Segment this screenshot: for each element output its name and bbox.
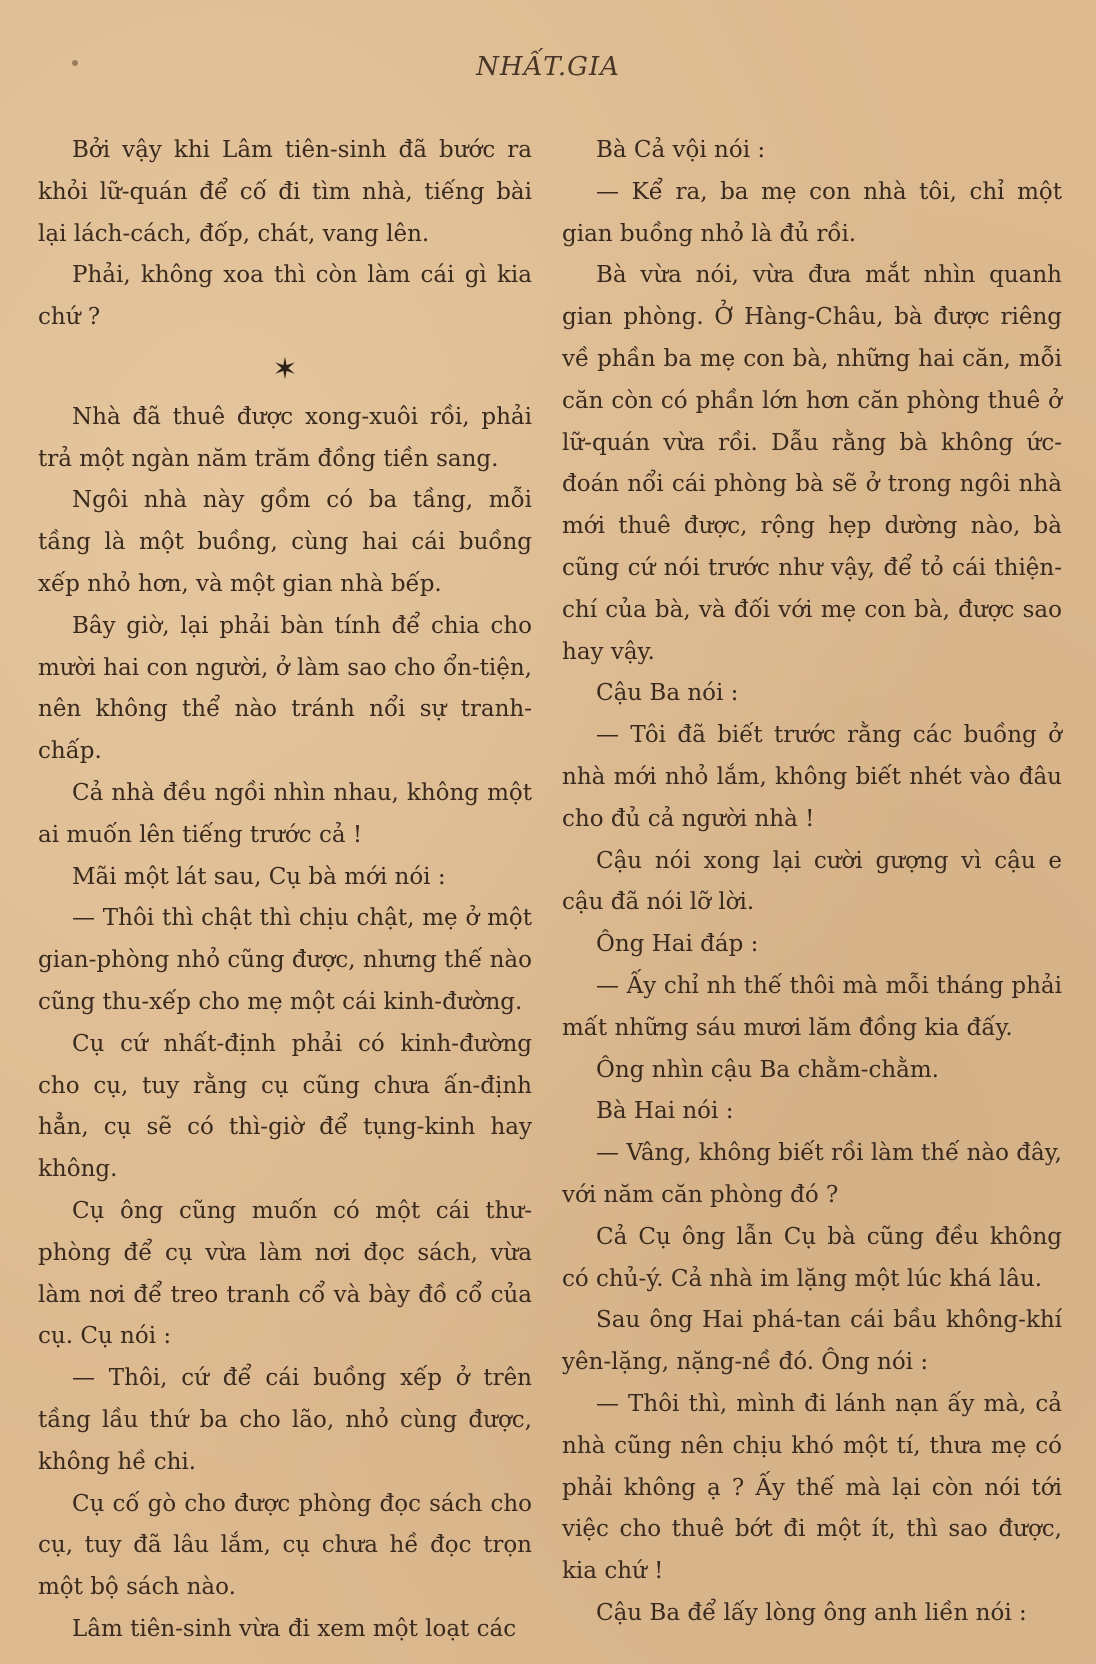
paragraph: Mãi một lát sau, Cụ bà mới nói : [72,863,446,890]
paragraph: Ông nhìn cậu Ba chằm-chằm. [596,1056,939,1083]
paragraph: Bây giờ, lại phải bàn tính để chia cho mười hai con người, ở làm sao cho ổn-tiện, nên không thể nào tránh nổi sự tranh-chấp. [38,612,532,765]
paragraph: Bởi vậy khi Lâm tiên-sinh đã bước ra khỏi lữ-quán để cố đi tìm nhà, tiếng bài lại lách-cách, đốp, chát, vang lên. [38,137,532,247]
paragraph: Ông Hai đáp : [596,931,759,958]
paragraph: Bà vừa nói, vừa đưa mắt nhìn quanh gian phòng. Ở Hàng-Châu, bà được riêng về phần ba mẹ con bà, những hai căn, mỗi căn còn có phần lớn hơn căn phòng thuê ở lữ-quán vừa rồi. Dẫu rằng bà không ức-đoán nổi cái phòng bà sẽ ở trong ngôi nhà mới thuê được, rộng hẹp dường nào, bà cũng cứ nói trước như vậy, để tỏ cái thiện-chí của bà, và đối với mẹ con bà, được sao hay vậy. [562,262,1062,665]
paragraph: Cụ cố gò cho được phòng đọc sách cho cụ, tuy đã lâu lắm, cụ chưa hề đọc trọn một bộ sách nào. [38,1490,532,1601]
paragraph: Cụ ông cũng muốn có một cái thư-phòng để cụ vừa làm nơi đọc sách, vừa làm nơi để treo tranh cổ và bày đồ cổ của cụ. Cụ nói : [38,1197,532,1350]
right-column [562,130,1062,1635]
paragraph: — Thôi thì, mình đi lánh nạn ấy mà, cả nhà cũng nên chịu khó một tí, thưa mẹ có phải không ạ ? Ấy thế mà lại còn nói tới việc cho thuê bớt đi một ít, thì sao được, kia chứ ! [562,1390,1062,1585]
paragraph: Bà Cả vội nói : [596,137,766,163]
paragraph: — Thôi thì chật thì chịu chật, mẹ ở một gian-phòng nhỏ cũng được, nhưng thế nào cũng thu-xếp cho mẹ một cái kinh-đường. [38,905,532,1015]
paragraph: — Tôi đã biết trước rằng các buồng ở nhà mới nhỏ lắm, không biết nhét vào đâu cho đủ cả người nhà ! [562,722,1062,832]
section-separator-star: ✶ [272,351,298,387]
left-column [38,130,532,1651]
paragraph: Cả Cụ ông lẫn Cụ bà cũng đều không có chủ-ý. Cả nhà im lặng một lúc khá lâu. [562,1223,1062,1292]
paragraph: Cậu Ba để lấy lòng ông anh liền nói : [596,1599,1027,1626]
paragraph: — Kể ra, ba mẹ con nhà tôi, chỉ một gian buồng nhỏ là đủ rồi. [562,178,1062,247]
paragraph: Cụ cứ nhất-định phải có kinh-đường cho cụ, tuy rằng cụ cũng chưa ấn-định hẳn, cụ sẽ có thì-giờ để tụng-kinh hay không. [38,1030,532,1183]
paragraph: Cả nhà đều ngồi nhìn nhau, không một ai muốn lên tiếng trước cả ! [38,779,532,848]
paragraph: — Ấy chỉ nh thế thôi mà mỗi tháng phải mất những sáu mươi lăm đồng kia đấy. [562,972,1062,1041]
paragraph: Cậu Ba nói : [596,680,739,707]
paragraph: Bà Hai nói : [596,1098,734,1125]
paragraph: — Vâng, không biết rồi làm thế nào đây, với năm căn phòng đó ? [562,1140,1062,1208]
paragraph: Nhà đã thuê được xong-xuôi rồi, phải trả một ngàn năm trăm đồng tiền sang. [38,403,532,472]
paragraph: Lâm tiên-sinh vừa đi xem một loạt các [72,1615,517,1642]
paragraph: Sau ông Hai phá-tan cái bầu không-khí yên-lặng, nặng-nề đó. Ông nói : [562,1307,1062,1376]
paragraph: Phải, không xoa thì còn làm cái gì kia chứ ? [38,262,532,331]
paragraph: Cậu nói xong lại cười gượng vì cậu e cậu đã nói lỡ lời. [562,847,1062,916]
paragraph: — Thôi, cứ để cái buồng xếp ở trên tầng lầu thứ ba cho lão, nhỏ cùng được, không hề chi. [38,1365,532,1475]
paragraph: Ngôi nhà này gồm có ba tầng, mỗi tầng là một buồng, cùng hai cái buồng xếp nhỏ hơn, và một gian nhà bếp. [38,487,532,597]
running-header: NHẤT.GIA [476,52,620,82]
